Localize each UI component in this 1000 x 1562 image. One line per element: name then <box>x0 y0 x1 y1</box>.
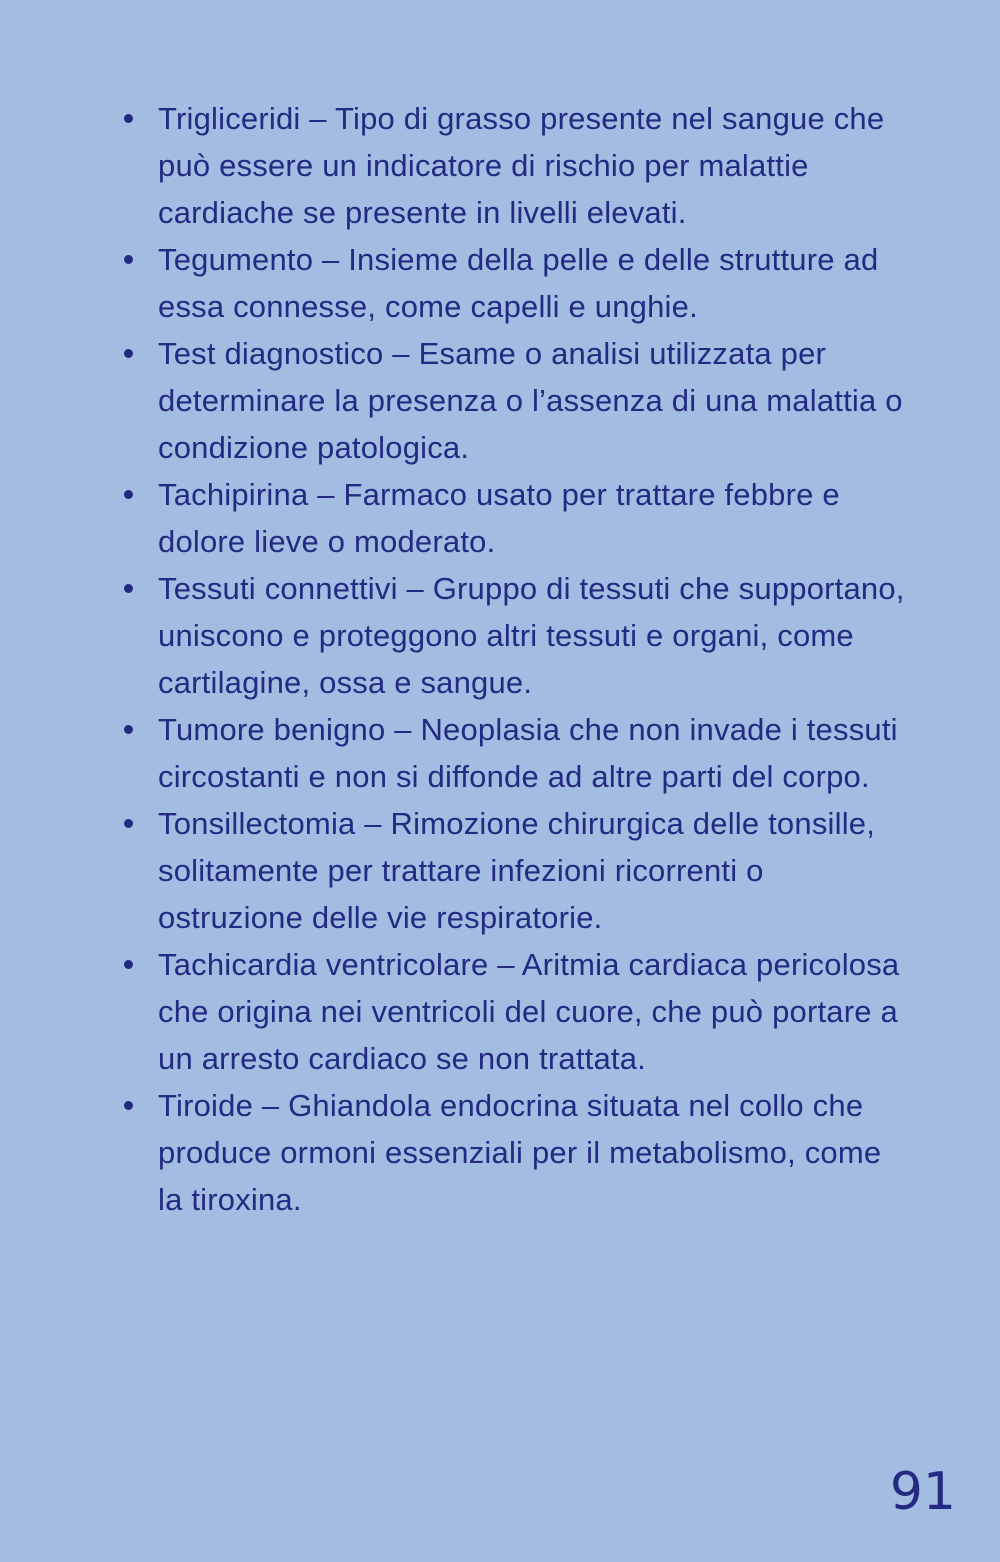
list-item <box>118 941 908 1082</box>
list-item <box>118 95 908 236</box>
glossary-list <box>118 95 908 1223</box>
entry-text: Tiroide – Ghiandola endocrina situata nel collo che produce ormoni essenziali per il metabolismo, come la tiroxina. <box>158 1088 882 1217</box>
bullet-icon <box>124 349 133 358</box>
bullet-icon <box>124 490 133 499</box>
page-number: 91 <box>889 1462 956 1522</box>
list-item <box>118 565 908 706</box>
bullet-icon <box>124 960 133 969</box>
entry-text: Trigliceridi – Tipo di grasso presente nel sangue che può essere un indicatore di rischio per malattie cardiache se presente in livelli elevati. <box>158 101 885 230</box>
entry-text: Test diagnostico – Esame o analisi utilizzata per determinare la presenza o l’assenza di una malattia o condizione patologica. <box>158 336 903 465</box>
list-item <box>118 330 908 471</box>
entry-text: Tegumento – Insieme della pelle e delle strutture ad essa connesse, come capelli e unghie. <box>158 242 879 324</box>
list-item <box>118 471 908 565</box>
entry-text: Tessuti connettivi – Gruppo di tessuti che supportano, uniscono e proteggono altri tessuti e organi, come cartilagine, ossa e sangue. <box>158 571 905 700</box>
entry-text: Tonsillectomia – Rimozione chirurgica delle tonsille, solitamente per trattare infezioni ricorrenti o ostruzione delle vie respiratorie. <box>158 806 876 935</box>
list-item <box>118 236 908 330</box>
bullet-icon <box>124 114 133 123</box>
list-item <box>118 800 908 941</box>
bullet-icon <box>124 725 133 734</box>
bullet-icon <box>124 819 133 828</box>
entry-text: Tachipirina – Farmaco usato per trattare febbre e dolore lieve o moderato. <box>158 477 840 559</box>
bullet-icon <box>124 584 133 593</box>
list-item <box>118 1082 908 1223</box>
bullet-icon <box>124 1101 133 1110</box>
bullet-icon <box>124 255 133 264</box>
list-item <box>118 706 908 800</box>
entry-text: Tachicardia ventricolare – Aritmia cardiaca pericolosa che origina nei ventricoli del cuore, che può portare a un arresto cardiaco se non trattata. <box>158 947 900 1076</box>
entry-text: Tumore benigno – Neoplasia che non invade i tessuti circostanti e non si diffonde ad altre parti del corpo. <box>158 712 898 794</box>
